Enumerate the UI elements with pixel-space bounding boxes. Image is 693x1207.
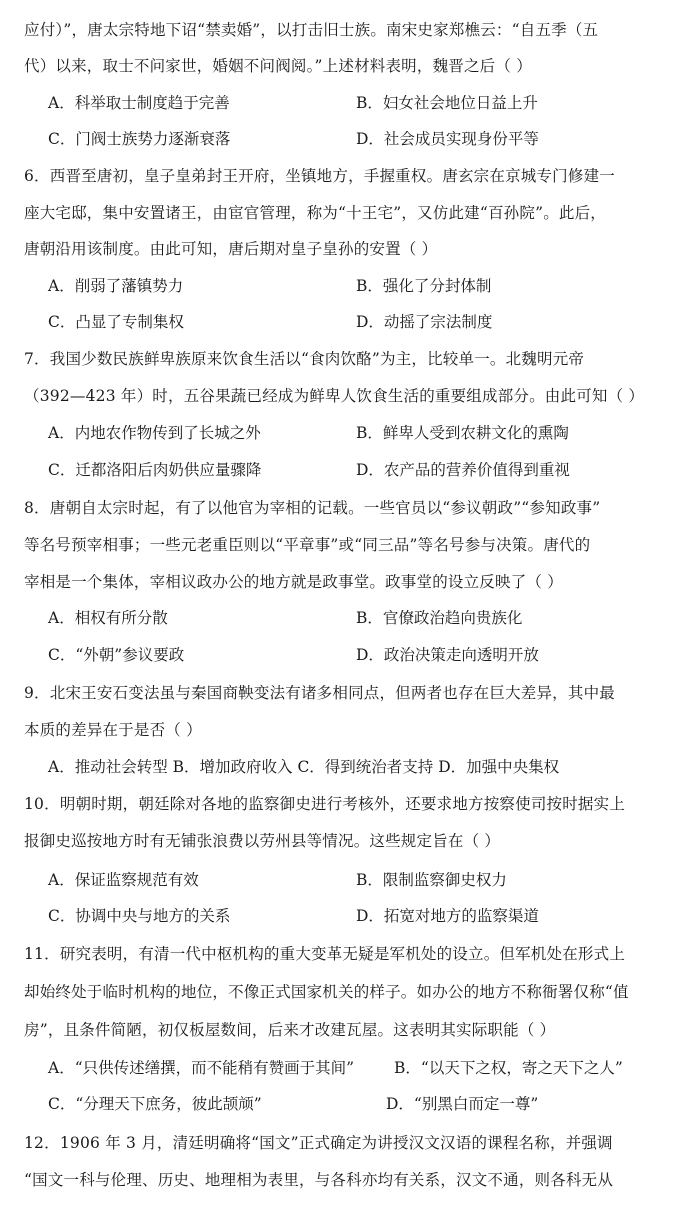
q11-option-c: C．“分理天下庶务，彼此颉颃”: [48, 1095, 262, 1113]
q8-option-a: A．相权有所分散: [48, 609, 168, 627]
q5-option-c: C．门阀士族势力逐渐衰落: [48, 130, 231, 148]
q10-option-a: A．保证监察规范有效: [48, 871, 199, 889]
q9-stem-line-1: 9．北宋王安石变法虽与秦国商鞅变法有诸多相同点，但两者也存在巨大差异，其中最: [24, 684, 615, 702]
q8-stem-line-3: 宰相是一个集体，宰相议政办公的地方就是政事堂。政事堂的设立反映了（ ）: [24, 573, 563, 591]
q10-stem-line-1: 10．明朝时期，朝廷除对各地的监察御史进行考核外，还要求地方按察使司按时据实上: [24, 795, 626, 813]
q6-stem-line-2: 座大宅邸，集中安置诸王，由宦官管理，称为“十王宅”，又仿此建“百孙院”。此后，: [24, 204, 606, 222]
q6-option-d: D．动摇了宗法制度: [356, 313, 493, 331]
q12-stem-line-2: “国文一科与伦理、历史、地理相为表里，与各科亦均有关系，汉文不通，则各科无从: [24, 1171, 614, 1189]
q12-stem-line-1: 12．1906 年 3 月，清廷明确将“国文”正式确定为讲授汉文汉语的课程名称，并强调: [24, 1134, 613, 1152]
q6-option-b: B．强化了分封体制: [356, 277, 492, 295]
q8-stem-line-1: 8．唐朝自太宗时起，有了以他官为宰相的记载。一些官员以“参议朝政”“参知政事”: [24, 499, 601, 517]
q5-option-d: D．社会成员实现身份平等: [356, 130, 539, 148]
q11-stem-line-1: 11．研究表明，有清一代中枢机构的重大变革无疑是军机处的设立。但军机处在形式上: [24, 945, 626, 963]
q8-option-c: C．“外朝”参议要政: [48, 646, 185, 664]
q9-stem-line-2: 本质的差异在于是否（ ）: [24, 721, 202, 739]
q6-stem-line-1: 6．西晋至唐初，皇子皇弟封王开府，坐镇地方，手握重权。唐玄宗在京城专门修建一: [24, 167, 615, 185]
q7-option-c: C．迁都洛阳后肉奶供应量骤降: [48, 461, 262, 479]
q7-option-a: A．内地农作物传到了长城之外: [48, 424, 261, 442]
q10-option-d: D．拓宽对地方的监察渠道: [356, 907, 539, 925]
q8-option-b: B．官僚政治趋向贵族化: [356, 609, 523, 627]
q6-option-a: A．削弱了藩镇势力: [48, 277, 184, 295]
q8-stem-line-2: 等名号预宰相事；一些元老重臣则以“平章事”或“同三品”等名号参与决策。唐代的: [24, 536, 591, 554]
q10-option-b: B．限制监察御史权力: [356, 871, 507, 889]
q7-stem-line-2: （392—423 年）时，五谷果蔬已经成为鲜卑人饮食生活的重要组成部分。由此可知（ ）: [24, 387, 645, 405]
q7-stem-line-1: 7．我国少数民族鲜卑族原来饮食生活以“食肉饮酪”为主，比较单一。北魏明元帝: [24, 350, 585, 368]
q5-option-b: B．妇女社会地位日益上升: [356, 94, 538, 112]
q6-option-c: C．凸显了专制集权: [48, 313, 184, 331]
q11-option-b: B．“以天下之权，寄之天下之人”: [394, 1059, 623, 1077]
q11-option-d: D．“别黑白而定一尊”: [386, 1095, 539, 1113]
q8-option-d: D．政治决策走向透明开放: [356, 646, 539, 664]
q5-stem-line-2: 代）以来，取士不问家世，婚姻不问阀阅。”上述材料表明，魏晋之后（ ）: [24, 57, 532, 75]
q7-option-b: B．鲜卑人受到农耕文化的熏陶: [356, 424, 569, 442]
q11-stem-line-3: 房”，且条件简陋，初仅板屋数间，后来才改建瓦屋。这表明其实际职能（ ）: [24, 1021, 556, 1039]
q10-option-c: C．协调中央与地方的关系: [48, 907, 231, 925]
q6-stem-line-3: 唐朝沿用该制度。由此可知，唐后期对皇子皇孙的安置（ ）: [24, 240, 438, 258]
q7-option-d: D．农产品的营养价值得到重视: [356, 461, 570, 479]
q10-stem-line-2: 报御史巡按地方时有无铺张浪费以劳州县等情况。这些规定旨在（ ）: [24, 832, 501, 850]
q9-options-row: A．推动社会转型 B．增加政府收入 C．得到统治者支持 D．加强中央集权: [48, 758, 560, 776]
q5-option-a: A．科举取士制度趋于完善: [48, 94, 230, 112]
q11-option-a: A．“只供传述缮撰，而不能稍有赞画于其间”: [48, 1059, 355, 1077]
q5-stem-line-1: 应付）”，唐太宗特地下诏“禁卖婚”，以打击旧士族。南宋史家郑樵云：“自五季（五: [24, 21, 599, 39]
q11-stem-line-2: 却始终处于临时机构的地位，不像正式国家机关的样子。如办公的地方不称衙署仅称“值: [24, 983, 629, 1001]
